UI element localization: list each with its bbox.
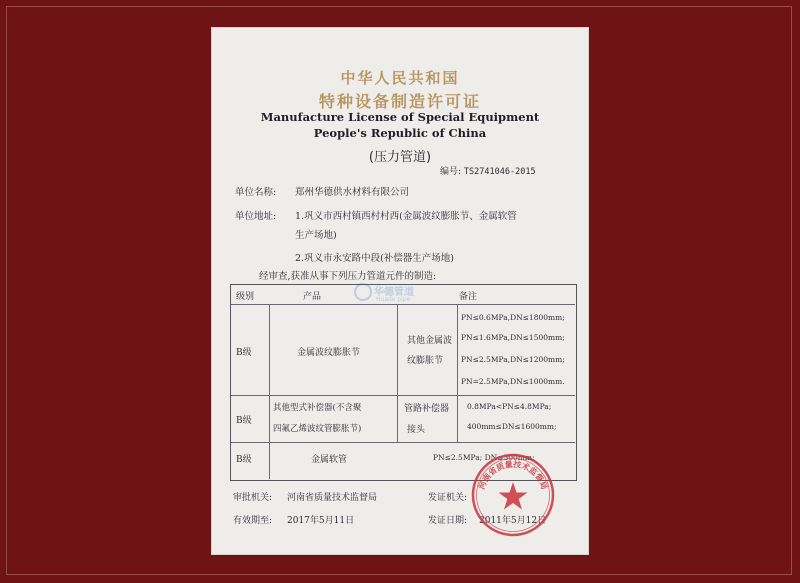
header-remark: 备注 xyxy=(459,292,478,302)
license-certificate xyxy=(211,27,589,555)
company-value: 郑州华德供水材料有限公司 xyxy=(295,187,410,198)
row2-product-line1: 其他型式补偿器(不含聚 xyxy=(273,403,362,413)
cn-title-line-2: 特种设备制造许可证 xyxy=(318,92,481,111)
address-label: 单位地址: xyxy=(235,211,277,222)
official-seal-icon xyxy=(470,452,556,538)
cn-title-line-1: 中华人民共和国 xyxy=(340,69,460,87)
address-1-line-2: 生产场地) xyxy=(295,230,337,241)
issue-value: 2011年5月12日 xyxy=(479,516,547,526)
address-2: 2.巩义市永安路中段(补偿器生产场地) xyxy=(295,253,454,264)
approver-value: 河南省质量技术监督局 xyxy=(287,493,378,503)
en-title-line-1: Manufacture License of Special Equipment xyxy=(260,110,540,124)
row3-grade: B级 xyxy=(236,455,252,465)
en-title-line-2: People's Republic of China xyxy=(313,126,487,140)
number-label: 编号: xyxy=(440,167,462,177)
watermark-text: 华德管道 xyxy=(374,287,414,298)
row1-remark-3: PN≤2.5MPa,DN≤1200mm; xyxy=(461,355,565,364)
row2-sub-line2: 接头 xyxy=(407,425,426,435)
issue-label: 发证日期: xyxy=(428,516,468,526)
row1-remark-2: PN≤1.6MPa,DN≤1500mm; xyxy=(461,333,565,342)
company-label: 单位名称: xyxy=(235,187,277,198)
certificate-number xyxy=(440,164,536,177)
row1-product: 金属波纹膨胀节 xyxy=(297,348,361,358)
header-grade: 级别 xyxy=(236,292,255,302)
category-label: (压力管道) xyxy=(368,150,432,165)
row2-product-line2: 四氟乙烯波纹管膨胀节) xyxy=(273,424,362,434)
row2-sub-line1: 管路补偿器 xyxy=(404,404,450,414)
number-value: TS2741046-2015 xyxy=(463,167,536,177)
row1-sub-line1: 其他金属波 xyxy=(407,336,453,346)
address-1-line-1: 1.巩义市西村镇西村村西(金属波纹膨胀节、金属软管 xyxy=(295,211,517,222)
row2-remark-1: 0.8MPa<PN≤4.8MPa; xyxy=(467,402,552,411)
intro-text: 经审查,获准从事下列压力管道元件的制造: xyxy=(259,271,437,282)
approver-label: 审批机关: xyxy=(233,493,273,503)
valid-label: 有效期至: xyxy=(233,516,273,526)
row1-remark-1: PN≤0.6MPa,DN≤1800mm; xyxy=(461,313,565,322)
header-product: 产品 xyxy=(303,292,322,302)
row2-remark-2: 400mm≤DN≤1600mm; xyxy=(467,422,557,431)
row3-remark: PN≤2.5MPa; DN≤300mm; xyxy=(433,453,535,462)
svg-text:河南省质量技术监督局: 河南省质量技术监督局 xyxy=(477,459,549,491)
issuer-label: 发证机关: xyxy=(428,493,468,503)
row3-product: 金属软管 xyxy=(311,455,348,465)
row1-grade: B级 xyxy=(236,348,252,358)
watermark-subtext: Huade pipe xyxy=(376,296,411,303)
row2-grade: B级 xyxy=(236,416,252,426)
row1-sub-line2: 纹膨胀节 xyxy=(407,356,444,366)
valid-value: 2017年5月11日 xyxy=(287,516,355,526)
row1-remark-4: PN=2.5MPa,DN≤1000mm. xyxy=(461,377,565,386)
